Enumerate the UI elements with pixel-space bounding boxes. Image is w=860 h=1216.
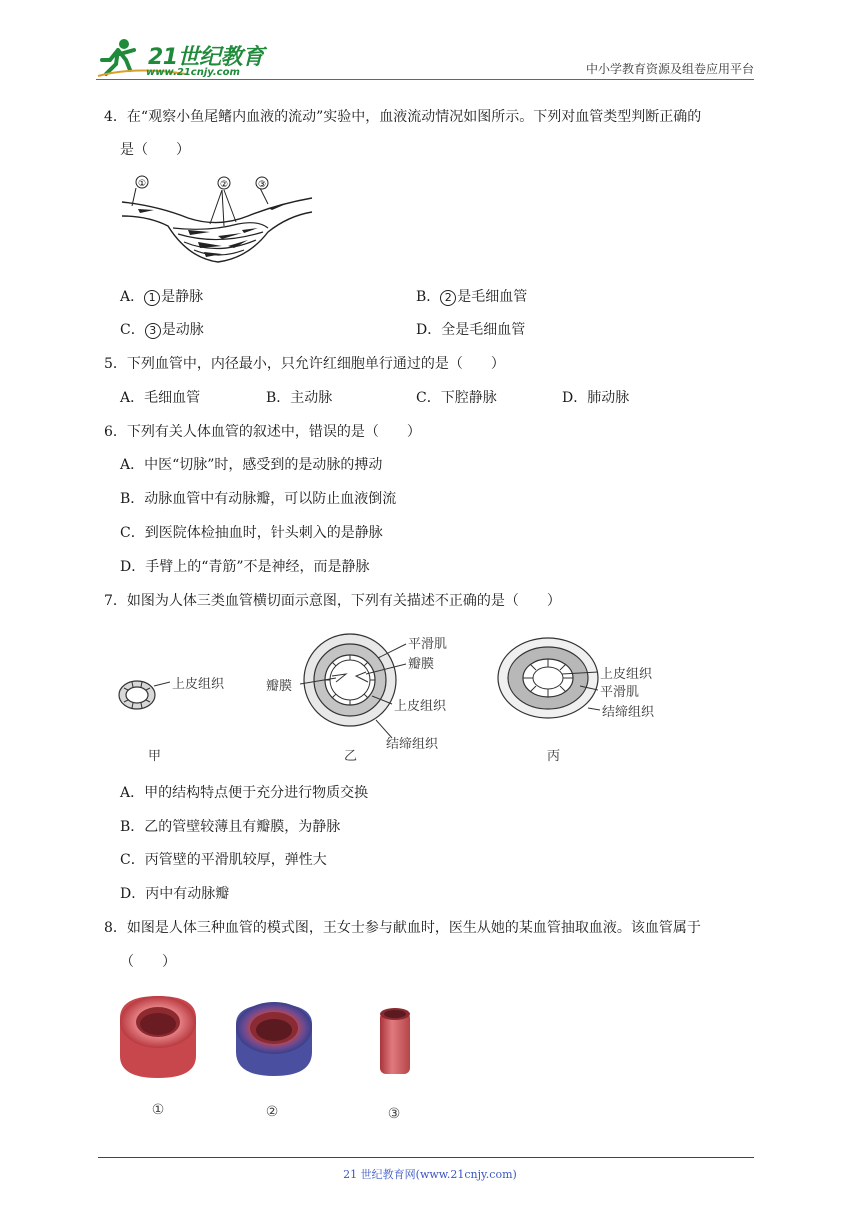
- q6-stem: 6．下列有关人体血管的叙述中，错误的是（ ）: [104, 424, 421, 440]
- q4-figure-label-3: ③: [257, 180, 267, 190]
- q4-option-b[interactable]: [416, 286, 527, 306]
- logo-text: 21世纪教育: [148, 45, 264, 70]
- q4-fish-tail-blood-flow-figure: [118, 172, 318, 272]
- q7-bing-label-epithelium: 上皮组织: [600, 667, 653, 682]
- option-text: 是静脉: [161, 289, 204, 305]
- q7-yi-label-connective: 结缔组织: [386, 737, 439, 752]
- q4-figure-label-1: ①: [137, 179, 147, 189]
- q7-option-a[interactable]: A．甲的结构特点便于充分进行物质交换: [120, 785, 369, 801]
- header-divider: [96, 79, 754, 80]
- q7-yi-label-valve-left: 瓣膜: [266, 679, 293, 694]
- q5-stem: 5．下列血管中，内径最小，只允许红细胞单行通过的是（ ）: [104, 356, 505, 372]
- q8-stem-line1: 8．如图是人体三种血管的模式图，王女士参与献血时，医生从她的某血管抽取血液。该血管属于: [104, 920, 701, 936]
- q8-stem-line2: （ ）: [120, 954, 176, 970]
- footer-divider: [98, 1157, 754, 1158]
- capillary-model-image: [380, 1008, 410, 1074]
- q4-option-a[interactable]: [120, 286, 203, 306]
- q7-bing-label-connective: 结缔组织: [602, 705, 655, 720]
- platform-name: 中小学教育资源及组卷应用平台: [585, 62, 754, 76]
- q7-jia-caption: 甲: [148, 749, 162, 764]
- artery-cross-section: [498, 638, 600, 718]
- footer-text[interactable]: 21 世纪教育网(www.21cnjy.com): [343, 1168, 517, 1181]
- vein-model-image: [236, 1002, 312, 1076]
- q7-bing-label-smooth-muscle: 平滑肌: [600, 685, 640, 700]
- q4-stem-line1: 4．在“观察小鱼尾鳍内血液的流动”实验中，血液流动情况如图所示。下列对血管类型判断正确的: [104, 109, 702, 125]
- q4-option-c[interactable]: [120, 319, 204, 339]
- q8-vessel-models-figure: [112, 986, 432, 1126]
- artery-model-image: [120, 996, 196, 1078]
- q7-yi-caption: 乙: [344, 749, 358, 764]
- q5-option-d[interactable]: D．肺动脉: [562, 390, 630, 406]
- q8-caption-1: ①: [151, 1102, 165, 1118]
- option-text: 全是毛细血管: [441, 322, 526, 338]
- q7-option-c[interactable]: C．丙管壁的平滑肌较厚，弹性大: [120, 852, 327, 868]
- q7-bing-caption: 丙: [547, 749, 561, 764]
- circled-number: 2: [440, 290, 456, 306]
- q7-jia-label: 上皮组织: [172, 677, 225, 692]
- q7-blood-vessel-cross-section-figure: [110, 624, 680, 772]
- q5-option-c[interactable]: C．下腔静脉: [416, 390, 497, 406]
- option-letter: A．: [120, 289, 145, 305]
- option-letter: C．: [120, 322, 145, 338]
- q4-stem-line2: 是（ ）: [120, 142, 190, 158]
- q6-option-d[interactable]: D．手臂上的“青筋”不是神经，而是静脉: [120, 559, 370, 575]
- q6-option-c[interactable]: C．到医院体检抽血时，针头刺入的是静脉: [120, 525, 383, 541]
- q5-option-b[interactable]: B．主动脉: [266, 390, 333, 406]
- q7-option-d[interactable]: D．丙中有动脉瓣: [120, 886, 230, 902]
- logo-url: www.21cnjy.com: [146, 67, 240, 78]
- q8-caption-3: ③: [387, 1106, 401, 1122]
- q8-caption-2: ②: [265, 1104, 279, 1120]
- option-letter: D．: [416, 322, 442, 338]
- vein-cross-section: [300, 634, 406, 738]
- circled-number: 3: [145, 323, 161, 339]
- q4-figure-label-2: ②: [219, 180, 229, 190]
- q5-option-a[interactable]: A．毛细血管: [120, 390, 201, 406]
- q6-option-a[interactable]: A．中医“切脉”时，感受到的是动脉的搏动: [120, 457, 383, 473]
- q7-stem: 7．如图为人体三类血管横切面示意图，下列有关描述不正确的是（ ）: [104, 593, 561, 609]
- q6-option-b[interactable]: B．动脉血管中有动脉瓣，可以防止血液倒流: [120, 491, 397, 507]
- q4-option-d[interactable]: [416, 319, 525, 339]
- option-letter: B．: [416, 289, 441, 305]
- circled-number: 1: [144, 290, 160, 306]
- q7-option-b[interactable]: B．乙的管壁较薄且有瓣膜，为静脉: [120, 819, 341, 835]
- q7-yi-label-valve-right: 瓣膜: [408, 657, 435, 672]
- option-text: 是毛细血管: [457, 289, 528, 305]
- q7-yi-label-epithelium: 上皮组织: [394, 699, 447, 714]
- q7-yi-label-smooth-muscle: 平滑肌: [408, 637, 448, 652]
- capillary-cross-section: [119, 681, 170, 709]
- option-text: 是动脉: [161, 322, 204, 338]
